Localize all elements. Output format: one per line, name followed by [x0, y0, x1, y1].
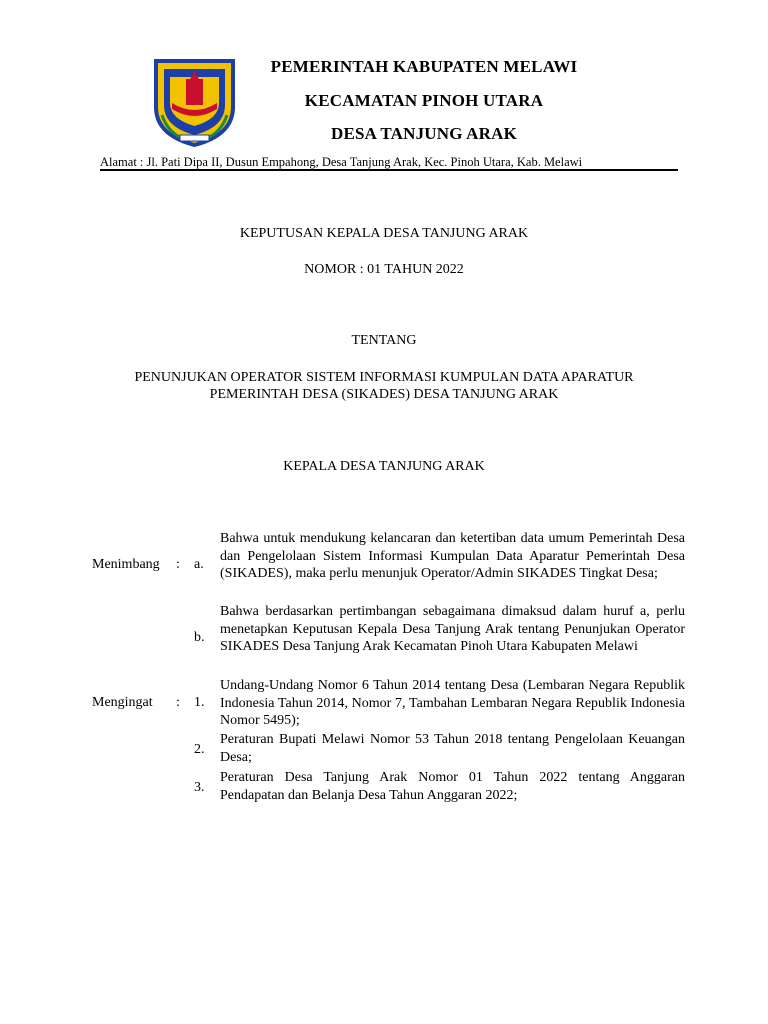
letterhead-village: DESA TANJUNG ARAK: [330, 124, 518, 143]
menimbang-item-b-text: Bahwa berdasarkan pertimbangan sebagaimana dimaksud dalam huruf a, perlu menetapkan Keputusan Kepala Desa Tanjung Arak tentang Penunjukan Operator SIKADES Desa Tanjung Arak Kecamatan Pinoh Utara Kabupaten Melawi: [220, 604, 685, 654]
subject-line-1: PENUNJUKAN OPERATOR SISTEM INFORMASI KUMPULAN DATA APARATUR: [134, 370, 634, 385]
letterhead-district: KECAMATAN PINOH UTARA: [304, 91, 544, 110]
mengingat-item-1-text: Undang-Undang Nomor 6 Tahun 2014 tentang Desa (Lembaran Negara Republik Indonesia Tahun 2014, Nomor 7, Tambahan Lembaran Negara Republik Indonesia Nomor 5495);: [220, 678, 685, 728]
decision-subject: [60, 369, 708, 403]
letterhead-regency: PEMERINTAH KABUPATEN MELAWI: [270, 57, 578, 76]
menimbang-colon: :: [176, 557, 180, 572]
menimbang-item-a-text: Bahwa untuk mendukung kelancaran dan ketertiban data umum Pemerintah Desa dan Pengelolaan Sistem Informasi Kumpulan Data Aparatur Pemerintah Desa (SIKADES), maka perlu menunjuk Operator/Admin SIKADES Tingkat Desa;: [220, 531, 685, 581]
menimbang-label: Menimbang: [92, 557, 160, 572]
decision-number: NOMOR : 01 TAHUN 2022: [304, 262, 464, 277]
decision-title: KEPUTUSAN KEPALA DESA TANJUNG ARAK: [239, 226, 529, 241]
subject-line-2: PEMERINTAH DESA (SIKADES) DESA TANJUNG ARAK: [209, 387, 559, 402]
letterhead-address: Alamat : Jl. Pati Dipa II, Dusun Empahong, Desa Tanjung Arak, Kec. Pinoh Utara, Kab. Melawi: [100, 155, 678, 171]
about-heading: TENTANG: [351, 333, 417, 348]
mengingat-colon: :: [176, 695, 180, 710]
mengingat-item-2-text: Peraturan Bupati Melawi Nomor 53 Tahun 2018 tentang Pengelolaan Keuangan Desa;: [220, 732, 685, 765]
mengingat-item-1-number: 1.: [194, 695, 205, 710]
mengingat-item-3-text: Peraturan Desa Tanjung Arak Nomor 01 Tahun 2022 tentang Anggaran Pendapatan dan Belanja Desa Tahun Anggaran 2022;: [220, 770, 685, 803]
menimbang-item-b-number: b.: [194, 630, 205, 645]
mengingat-item-2-number: 2.: [194, 742, 205, 757]
mengingat-item-3-number: 3.: [194, 780, 205, 795]
mengingat-label: Mengingat: [92, 695, 153, 710]
issuer-heading: KEPALA DESA TANJUNG ARAK: [283, 459, 485, 474]
menimbang-item-a-number: a.: [194, 557, 204, 572]
